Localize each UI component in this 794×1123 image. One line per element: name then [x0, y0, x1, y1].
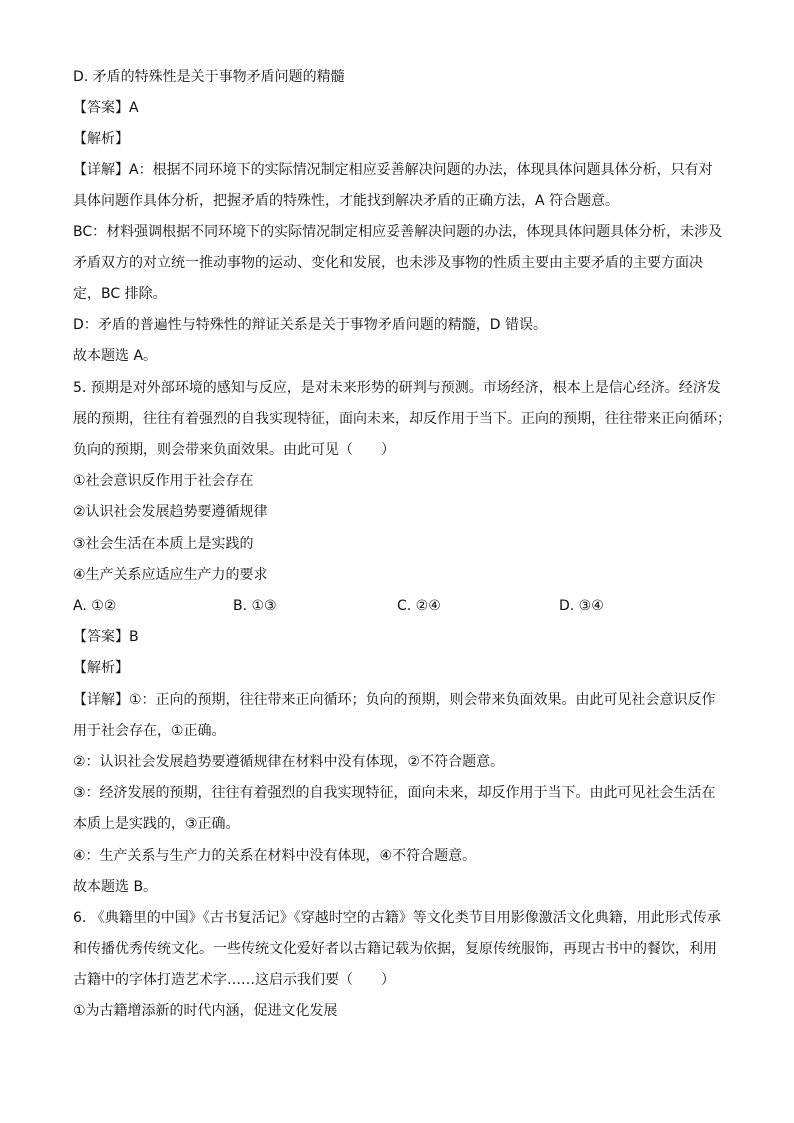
conclusion-line: 故本题选 A。 [73, 348, 158, 364]
answer-label: 【答案】A [73, 100, 139, 116]
option-c: C. ②④ [397, 598, 441, 614]
option-d: D. ③④ [559, 598, 604, 614]
detail-line: 【详解】A：根据不同环境下的实际情况制定相应妥善解决问题的办法，体现具体问题具体分析，只有对 [73, 162, 713, 178]
statement-2: ②认识社会发展趋势要遵循规律 [73, 504, 268, 520]
statement-1: ①社会意识反作用于社会存在 [73, 473, 254, 489]
detail-line: ③：经济发展的预期，往往有着强烈的自我实现特征，面向未来，却反作用于当下。由此可见社会生活在 [73, 785, 716, 801]
detail-line: 【详解】①：正向的预期，往往带来正向循环；负向的预期，则会带来负面效果。由此可见社会意识反作 [73, 692, 716, 708]
question-6-text: 6. 《典籍里的中国》《古书复活记》《穿越时空的古籍》等文化类节目用影像激活文化典籍，用此形式传承 [73, 910, 721, 926]
detail-line: 定，BC 排除。 [73, 286, 167, 302]
option-d-prev-question: D. 矛盾的特殊性是关于事物矛盾问题的精髓 [73, 69, 345, 85]
statement-4: ④生产关系应适应生产力的要求 [73, 567, 268, 583]
question-5-text: 5. 预期是对外部环境的感知与反应，是对未来形势的研判与预测。市场经济，根本上是信心经济。经济发 [73, 380, 721, 396]
question-6-text: 和传播优秀传统文化。一些传统文化爱好者以古籍记载为依据，复原传统服饰，再现古书中的餐饮，利用 [73, 941, 717, 957]
detail-line: 本质上是实践的，③正确。 [73, 816, 240, 832]
analysis-label: 【解析】 [73, 660, 129, 676]
detail-line: D：矛盾的普遍性与特殊性的辩证关系是关于事物矛盾问题的精髓，D 错误。 [73, 317, 548, 333]
question-5-text: 负向的预期，则会带来负面效果。由此可见（ ） [73, 442, 395, 458]
detail-line: 矛盾双方的对立统一推动事物的运动、变化和发展，也未涉及事物的性质主要由主要矛盾的主要方面决 [73, 255, 703, 271]
option-a: A. ①② [73, 598, 117, 614]
statement-3: ③社会生活在本质上是实践的 [73, 536, 254, 552]
question-6-text: 古籍中的字体打造艺术字……这启示我们要（ ） [73, 972, 395, 988]
conclusion-line: 故本题选 B。 [73, 879, 158, 895]
detail-line: ④：生产关系与生产力的关系在材料中没有体现，④不符合题意。 [73, 848, 477, 864]
detail-line: ②：认识社会发展趋势要遵循规律在材料中没有体现，②不符合题意。 [73, 754, 505, 770]
option-b: B. ①③ [233, 598, 277, 614]
statement-1: ①为古籍增添新的时代内涵，促进文化发展 [73, 1003, 338, 1019]
question-5-text: 展的预期，往往有着强烈的自我实现特征，面向未来，却反作用于当下。正向的预期，往往带来正向循环； [73, 411, 731, 427]
analysis-label: 【解析】 [73, 131, 129, 147]
detail-line: BC：材料强调根据不同环境下的实际情况制定相应妥善解决问题的办法，体现具体问题具体分析，未涉及 [73, 224, 723, 240]
detail-line: 具体问题作具体分析，把握矛盾的特殊性，才能找到解决矛盾的正确方法，A 符合题意。 [73, 193, 620, 209]
detail-line: 用于社会存在，①正确。 [73, 723, 226, 739]
answer-label: 【答案】B [73, 629, 139, 645]
